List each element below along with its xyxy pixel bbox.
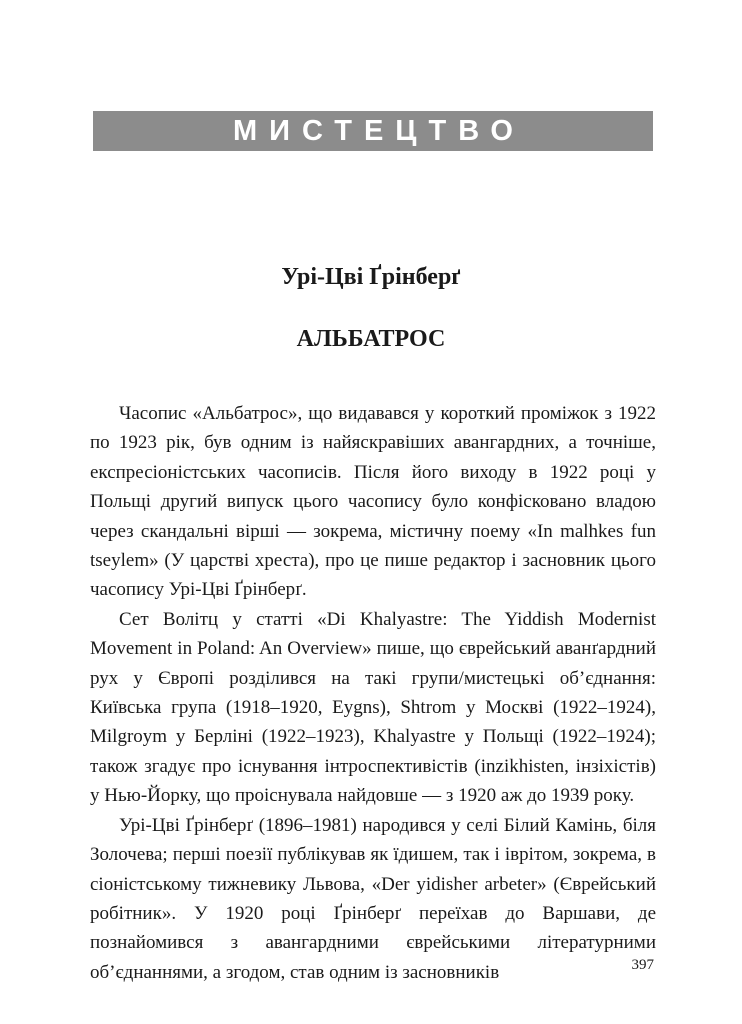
article-author: Урі-Цві Ґрінберґ xyxy=(281,264,461,290)
body-paragraph: Сет Волітц у статті «Di Khalyastre: The Yiddish Modernist Movement in Poland: An Overview» пише, що єврейський аванґардний рух у Європі розділився на такі групи/мистецькі об’єднання: Київська група (1918–1920, Eygns), Shtrom у Москві (1922–1924), Milgroym у Берліні (1922–1923), Khalyastre у Польщі (1922–1924); також згадує про існування інтроспективістів (inzikhisten, інзіхістів) у Нью-Йорку, що проіснувала найдовше — з 1920 аж до 1939 року. xyxy=(90,608,656,807)
page-number: 397 xyxy=(631,957,654,973)
article-title: АЛЬБАТРОС xyxy=(296,326,446,352)
body-paragraph: Урі-Цві Ґрінберґ (1896–1981) народився у селі Білий Камінь, біля Золочева; перші поезії публікував як їдишем, так і іврітом, зокрема, в сіоністському тижневику Львова, «Der yidisher arbeter» (Єврейський робітник». У 1920 році Ґрінберґ переїхав до Варшави, де познайомився з авангардними єврейськими літературними об’єднаннями, а згодом, став одним із засновників xyxy=(90,814,656,983)
body-paragraph: Часопис «Альбатрос», що видавався у короткий проміжок з 1922 по 1923 рік, був одним із найяскравіших авангардних, а точніше, експресіоністських часописів. Після його виходу в 1922 році у Польщі другий випуск цього часопису було конфісковано владою через скандальні вірші — зокрема, містичну поему «In malhkes fun tseylem» (У царстві хреста), про це пише редактор і засновник цього часопису Урі-Цві Ґрінберґ. xyxy=(90,403,656,601)
section-header-bar xyxy=(93,111,653,151)
section-title: МИСТЕЦТВО xyxy=(233,114,525,147)
article-body xyxy=(90,399,656,987)
